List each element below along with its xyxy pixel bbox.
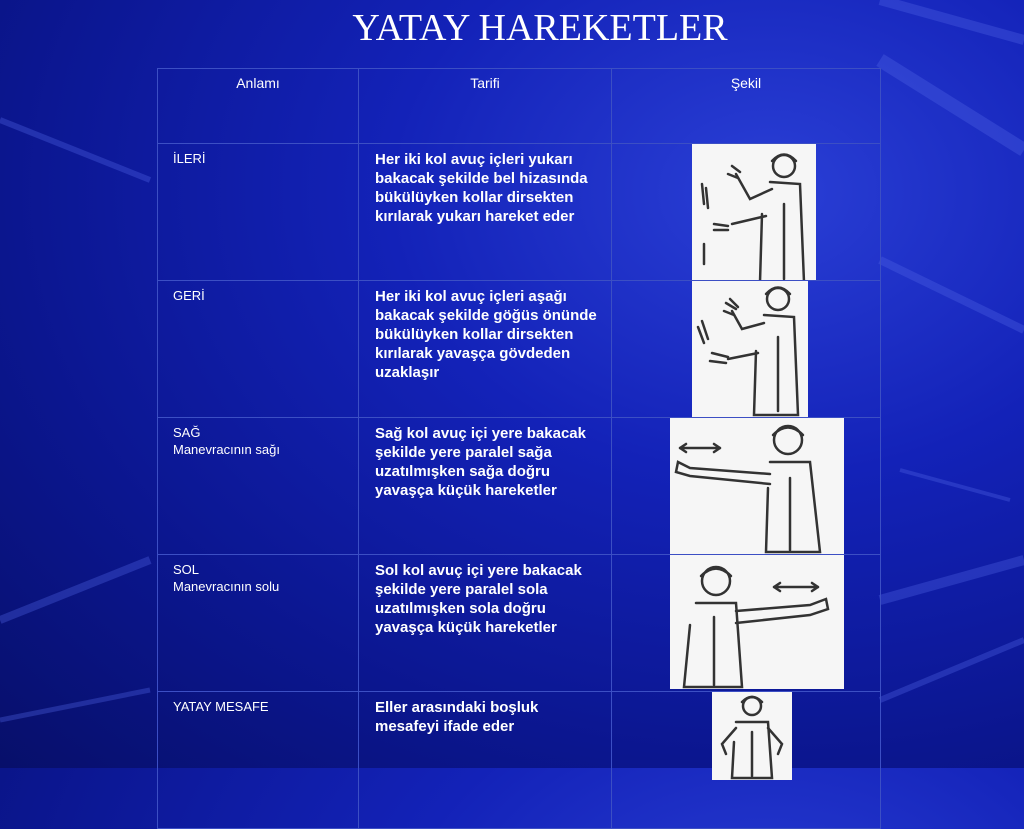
signal-name-subtitle: Manevracının solu xyxy=(173,579,280,594)
signal-name xyxy=(158,692,358,715)
signal-name xyxy=(158,144,358,167)
signal-description: Eller arasındaki boşluk mesafeyi ifade eder xyxy=(375,699,539,735)
signal-name-text: İLERİ xyxy=(173,151,206,166)
signal-name-subtitle: Manevracının sağı xyxy=(173,442,280,457)
signal-name xyxy=(158,418,358,458)
worker-backward-signal-icon xyxy=(692,281,808,417)
worker-forward-signal-icon xyxy=(692,144,816,281)
signal-name-text: GERİ xyxy=(173,288,205,303)
signal-description: Her iki kol avuç içleri yukarı bakacak şekilde bel hizasında bükülüyken kollar dirsekten kırılarak yukarı hareket eder xyxy=(375,151,588,225)
signal-name-text: SAĞ xyxy=(173,425,201,440)
table-row xyxy=(158,418,881,555)
signal-description: Sağ kol avuç içi yere bakacak şekilde yere paralel sağa uzatılmışken sağa doğru yavaşça küçük hareketler xyxy=(375,425,586,499)
header-anlami: Anlamı xyxy=(158,69,359,144)
signals-table xyxy=(157,68,881,829)
signal-description: Sol kol avuç içi yere bakacak şekilde yere paralel sola uzatılmışken sola doğru yavaşça küçük hareketler xyxy=(375,562,582,636)
signal-name xyxy=(158,555,358,595)
table-row xyxy=(158,144,881,281)
table-header-row xyxy=(158,69,881,144)
page-title: YATAY HAREKETLER xyxy=(352,7,728,49)
table-row xyxy=(158,281,881,418)
worker-left-signal-icon xyxy=(670,555,844,689)
signal-name xyxy=(158,281,358,304)
signal-description: Her iki kol avuç içleri aşağı bakacak şekilde göğüs önünde bükülüyken kollar dirsekten kırılarak yavaşça gövdeden uzaklaşır xyxy=(375,288,597,381)
worker-distance-signal-icon xyxy=(712,692,792,780)
header-tarifi: Tarifi xyxy=(359,69,612,144)
header-sekil: Şekil xyxy=(612,69,881,144)
signal-name-text: YATAY MESAFE xyxy=(173,699,269,714)
table-row xyxy=(158,555,881,692)
table-row xyxy=(158,692,881,829)
signal-name-text: SOL xyxy=(173,562,200,577)
worker-right-signal-icon xyxy=(670,418,844,554)
